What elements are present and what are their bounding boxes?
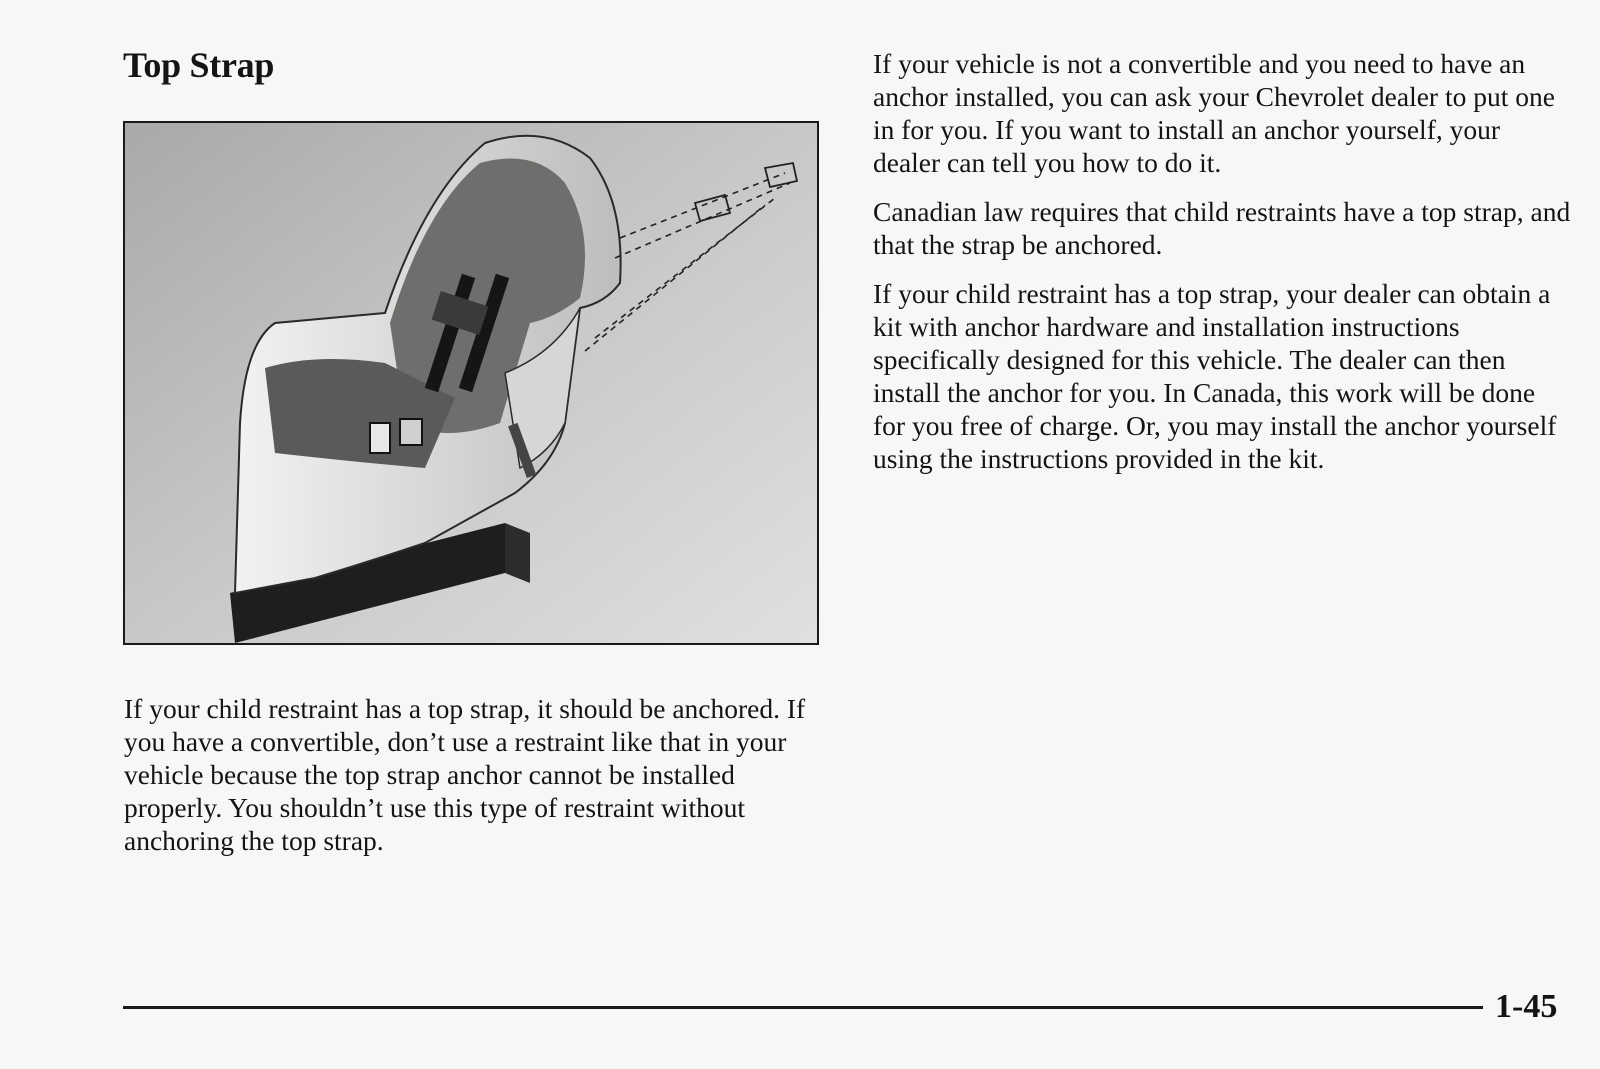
body-paragraph-anchor-kit: If your child restraint has a top strap, your dealer can obtain a kit with anchor hardware and installation instructions specifically designed for this vehicle. The dealer can then install the anchor for you. In Canada, this work will be done for you free of charge. Or, you may install the anchor yourself using the instructions provided in the kit. — [873, 278, 1557, 474]
right-column — [873, 47, 1573, 491]
section-heading: Top Strap — [123, 45, 275, 85]
body-paragraph-canadian-law: Canadian law requires that child restraints have a top strap, and that the strap be anchored. — [873, 196, 1571, 260]
body-paragraph-top-strap: If your child restraint has a top strap, it should be anchored. If you have a convertible, don’t use a restraint like that in your vehicle because the top strap anchor cannot be installed properly. You shouldn’t use this type of restraint without anchoring the top strap. — [124, 693, 806, 856]
body-paragraph-anchor-install: If your vehicle is not a convertible and you need to have an anchor installed, you can ask your Chevrolet dealer to put one in for you. If you want to install an anchor yourself, your dealer can tell you how to do it. — [873, 48, 1555, 178]
child-seat-top-strap-illustration — [123, 121, 819, 645]
footer-rule — [123, 1006, 1483, 1009]
page-number: 1-45 — [1495, 988, 1558, 1025]
